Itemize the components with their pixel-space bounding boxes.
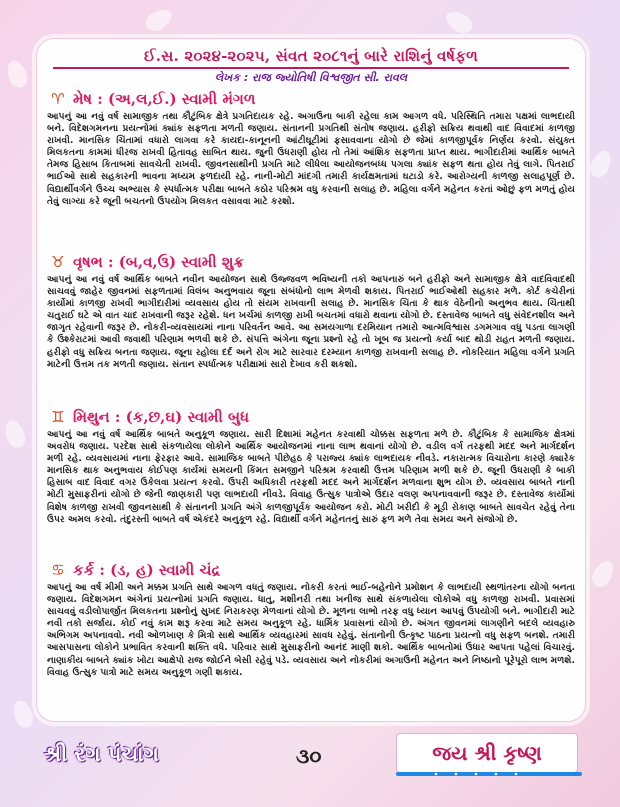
rashi-heading xyxy=(47,89,575,109)
rashi-heading xyxy=(47,560,575,580)
rashi-name: મિથુન : (ક,છ,ઘ) સ્વામી બુધ xyxy=(73,408,250,426)
page-number: ૩૦ xyxy=(296,744,322,768)
rashi-prediction: આપનું આ વર્ષ મીમી અને મક્કમ પ્રગતિ સાથે આગળ વધતું જણાય. નોકરી કરતાં ભાઈ-બહેનોને પ્રમોશન કે લાભદાયી સ્થળાંતરના યોગો બનતા જણાય. વિદેશગમન અંગેનાં પ્રયત્નોમાં પ્રગતિ જણાય. ધાતુ, મશીનરી તથા ખનીજ સાથે સંકળાયેલા લોકોએ વધુ કાળજી રાખવી. પ્રવાસમાં સાચવવું વડીલોપાર્જીત મિલકતના પ્રશ્નોનું સુખદ નિરાકરણ મેળવાનાં યોગો છે. મૂળના લાભો તરફ વધુ ધ્યાન આપવું ઉપયોગી બને. ભાગીદારી માટે નવી તકો સર્જાય. કોઈ નવું કામ શરૂ કરવા માટે સમય અનુકૂળ રહે. ધાર્મિક પ્રવાસનાં યોગો છે. અંગત જીવનમાં લાગણીને બદલે વ્યવહારુ અભિગમ અપનાવવો. નવી ઓળખાણ કે મિત્રો સાથે આર્થિક વ્યવહારમાં સાવધ રહેવું. સંતાનોની ઉત્કૃષ્ટ પાઠના પ્રયત્નો વધુ સફળ બનશે. તમારી આસપાસના લોકોને પ્રભાવિત કરવાની શક્તિ વધે. પરિવાર સાથે મુસાફરીનો આનંદ માણી શકો. આર્થિક બાબતોમાં ઉધાર આપતા પહેલાં વિચારવું. નાણાકીય બાબતે ક્યાંક ખોટા આક્ષેપો રાજ જોઈને બેસી રહેવું પડે. વ્યવસાય અને નોકરીમાં અગાઉની મહેનત અને નિષ્ઠાનો પૂરેપૂરો લાભ મળશે. વિવાહ ઉત્સુક પાત્રો માટે સમય અનુકૂળ ગણી શકાય. xyxy=(47,582,575,678)
rashi-section-mesh xyxy=(47,89,575,208)
aries-ram-icon: ♈ xyxy=(51,90,65,108)
title-divider xyxy=(53,67,569,69)
decorative-petal xyxy=(10,698,36,730)
rashi-section-mithun xyxy=(47,407,575,526)
rashi-prediction: આપનું આ નવું વર્ષ આર્થિક બાબતે અનુકૂળ જણાય. સારી દિશામાં મહેનત કરવાથી ચોક્કસ સફળતા મળે છે. કૌટુંબિક કે સામાજિક ક્ષેત્રમાં અવરોધ જણાય. પરદેશ સાથે સંકળાયેલા લોકોને આર્થિક આયોજનમાં નાના લાભ થવાનાં યોગો છે. વડીલ વર્ગ તરફથી મદદ અને માર્ગદર્શન મળી રહે. વ્યવસાયમાં નાના ફેરફાર આવે. સામાજિક બાબતે પીછેહઠ કે પરાજ્ય ક્યાંક લાભદાયક નીવડે. નકારાત્મક વિચારોના કારણે ક્યારેક માનસિક થાક અનુભવાય કોઈપણ કાર્યમાં સમયની કિંમત સમજીને પરિશ્રમ કરવાથી ઉત્તમ પરિણામ મળી શકે છે. જૂની ઉધરાણી કે બાકી હિસાબ વાદ વિવાદ વગર ઉકેલવા પ્રયત્ન કરવો. ઉપરી અધિકારી તરફથી મદદ અને માર્ગદર્શન મળવાના શુભ યોગ છે. વ્યવસાય બાબતે નાની મોટી મુસાફરીનાં યોગો છે જેની જાણકારી પણ લાભદાયી નીવડે. વિવાહ ઉત્સુક પાત્રોએ ઉદાર વલણ અપનાવવાની જરૂર છે. દસ્તાવેજ કાર્યોમાં વિશેષ કાળજી રાખવી જીવનસાથી કે સંતાનની પ્રગતિ અંગે કાળજીપૂર્વક આયોજન કરો. મોટી ખરીદી કે મૂડી રોકાણ બાબતે સાવચેત રહેવું તેના ઉપર અમલ કરવો. તંદુરસ્તી બાબતે વર્ષ એકંદરે અનુકૂળ રહે. વિદ્યાર્થી વર્ગને મહેનતનું સારું ફળ મળે તેવા સમય અને સંજોગો છે. xyxy=(47,429,575,525)
rashi-prediction: આપનું આ નવું વર્ષ સામાજીક તથા કૌટુંબિક ક્ષેત્રે પ્રગતિદાયક રહે. અગાઉના બાકી રહેલા કામ આગળ વધે. પરિસ્થિતિ તમારા પક્ષમાં લાભદાયી બને. વિદેશગમનના પ્રયત્નોમાં ક્યાંક સફળતા મળતી જણાય. સંતાનની પ્રગતિથી સંતોષ જણાય. હરીફો સક્રિય થવાથી વાદ વિવાદમાં કાળજી રાખવી. માનસિક ચિંતામાં વધારો લાગવા કરે કાયદા-કાનૂનની આંટીઘૂટીમાં ફસાવવાના યોગો છે જેમાં કાળજીપૂર્વક નિર્ણય કરવો. સંયુક્ત મિલકતના કામમાં ધીરજ રાખવી હિતાવહ સાબિત થાય. જુની ઉધરાણી હોય તો તેમાં આંશિક સફળતા પ્રાપ્ત થાય. ભાગીદારીમાં આર્થિક બાબતે તેમજ હિસાબ કિતાબમાં સાવચેતી રાખવી. જીવનસાથીની પ્રગતિ માટે લીધેલા આયોજનબધ્ધ પગલા ક્યાંક સફળ થતા હોય તેવું લાગે. પિતરાઈ ભાઈઓ સાથે સહકારની ભાવના મધ્યમ ફળદાયી રહે. નાની-મોટી માંદગી તમારી કાર્યક્ષમતામાં ઘટાડો કરે. આરોગ્યની કાળજી સલાહપૂર્ણ છે. વિદ્યાર્થીવર્ગને ઉચ્ચ અભ્યાસ કે સ્પર્ધાત્મક પરીક્ષા બાબતે કઠોર પરિશ્રમ વધુ કરવાની સલાહ છે. મહિલા વર્ગને મહેનત કરતાં ઓછું ફળ મળતું હોય તેવું લાગ્યા કરે જૂની બચતનો ઉપયોગ મિલકત વસાવવા માટે કરશો. xyxy=(47,111,575,207)
rashi-heading xyxy=(47,252,575,272)
rashi-name: કર્ક : (ડ, હ) સ્વામી ચંદ્ર xyxy=(73,561,221,579)
decorative-petal xyxy=(2,418,28,450)
flute-icon xyxy=(396,770,586,778)
decorative-petal xyxy=(4,58,30,90)
content-card xyxy=(36,38,586,722)
rashi-section-vrushabh xyxy=(47,252,575,371)
greeting-banner: જય શ્રી કૃષ્ણ xyxy=(396,733,578,773)
rashi-name: વૃષભ : (બ,વ,ઉ) સ્વામી શુક્ર xyxy=(73,253,245,271)
cancer-crab-icon: ♋ xyxy=(51,561,65,579)
decorative-petal xyxy=(442,7,475,37)
rashi-prediction: આપનું આ નવું વર્ષ આર્થિક બાબતે નવીન આયોજન સાથે ઉજ્જવળ ભવિષ્યની તકો આપનારું બને હરીફો અને સામાજીક ક્ષેત્રે વાદવિવાદથી સાચવવું જાહેર જીવનમાં સફળતામાં વિલંબ અનુભવાય જૂના સંબંધોનો લાભ મેળવી શકાય. પિતરાઈ ભાઈઓથી સહકાર મળે. કોર્ટ કચેરીનાં કાર્યોમાં કાળજી રાખવી ભાગીદારીમાં વ્યવસાય હોય તો સંયમ રાખવાની સલાહ છે. માનસિક ચિંતા કે થાક વેઠેનીનો અનુભવ થાય. ચિંતાથી ચતુરાઈ ઘટે એ વાત ચાદ રાખવાની જરૂર રહેશે. ધન ખર્ચમાં કાળજી રાખી બચતમાં વધારો થવાના યોગો છે. દસ્તાવેજ બાબતે વધુ સંવેદનશીલ અને જાગૃત રહેવાની જરૂર છે. નોકરી-વ્યવસાયમાં નાના પરિવર્તન આવે. આ સમયગાળા દરમિયાન તમારો આત્મવિશ્વાસ ડગમગાવ વધુ પડતા લાગણી કે ઉશ્કેરાટમાં આવી જવાથી પરિણામ ભળવી શકે છે. સંપત્તિ અંગેના જૂના પ્રશ્નો રહે તો ખૂબ જ પ્રયત્નો કર્યા બાદ થોડી રાહત મળતી જણાય. હરીફો વધુ સક્રિય બનતા જણાય. જૂના રહોલા દર્દ અને રોગ માટે સારવાર દરમ્યાન કાળજી રાખવાની સલાહ છે. નોકરિયાત મહિલા વર્ગને પ્રગતિ માટેની ઉત્તમ તક મળતી જણાય. સંતાન સ્પર્ધાત્મક પરીક્ષામાં સારો દેખાવ કરી શકશો. xyxy=(47,274,575,370)
decorative-petal xyxy=(587,148,615,181)
rashi-name: મેષ : (અ,લ,ઈ.) સ્વામી મંગળ xyxy=(73,90,256,108)
publication-name: શ્રી રંગ પંચાંગ xyxy=(44,741,159,766)
page-title: ઈ.સ. ૨૦૨૪-૨૦૨૫, સંવત ૨૦૮૧નું બારે રાશિનું વર્ષફળ xyxy=(143,47,479,65)
taurus-bull-icon: ♉ xyxy=(51,253,65,271)
rashi-heading xyxy=(47,407,575,427)
gemini-twins-icon: ♊ xyxy=(51,408,65,426)
decorative-petal xyxy=(142,5,175,35)
author-line: લેખક : રાજ જ્યોતિષી વિશ્વજીત સી. રાવલ xyxy=(214,71,408,84)
rashi-section-kark xyxy=(47,560,575,679)
decorative-petal xyxy=(588,557,618,590)
